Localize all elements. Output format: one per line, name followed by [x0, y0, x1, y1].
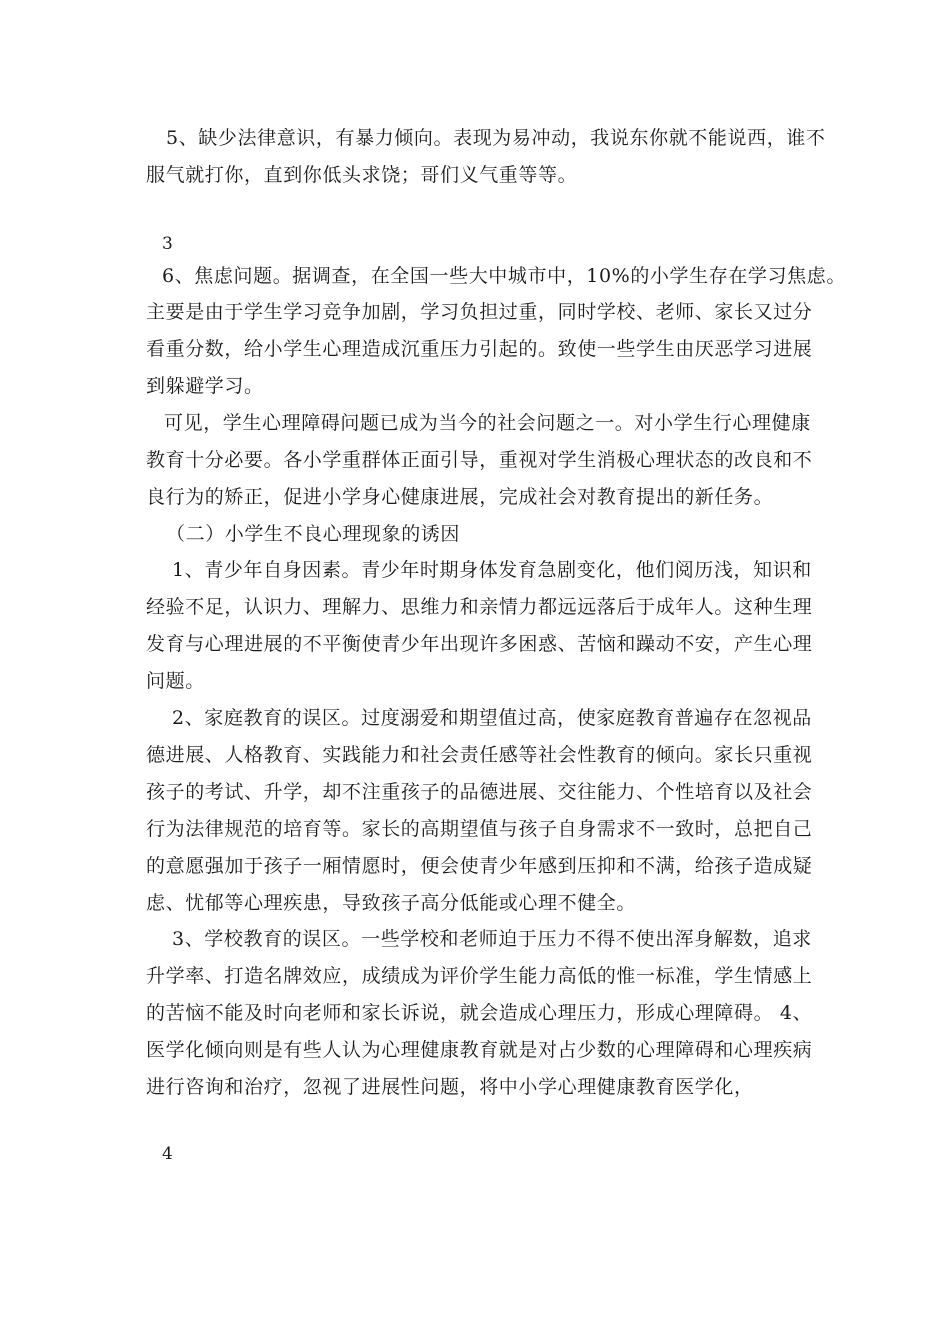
paragraph-line: 3、学校教育的误区。一些学校和老师迫于压力不得不使出浑身解数，追求 — [172, 928, 812, 950]
page-number: 3 — [162, 234, 173, 254]
paragraph-line: 良行为的矫正，促进小学身心健康进展，完成社会对教育提出的新任务。 — [146, 486, 774, 508]
section-heading: （二）小学生不良心理现象的诱因 — [166, 523, 461, 545]
paragraph-line: 1、青少年自身因素。青少年时期身体发育急剧变化，他们阅历浅，知识和 — [172, 559, 812, 581]
paragraph-line: 升学率、打造名牌效应，成绩成为评价学生能力高低的惟一标准，学生情感上 — [146, 965, 813, 987]
paragraph-line: 到躲避学习。 — [146, 375, 264, 397]
paragraph-line: 6、焦虑问题。据调查，在全国一些大中城市中，10%的小学生存在学习焦虑。 — [162, 265, 846, 287]
paragraph-line: 看重分数，给小学生心理造成沉重压力引起的。致使一些学生由厌恶学习进展 — [146, 338, 813, 360]
paragraph-line: 可见，学生心理障碍问题已成为当今的社会问题之一。对小学生行心理健康 — [164, 412, 811, 434]
paragraph-line: 行为法律规范的培育等。家长的高期望值与孩子自身需求不一致时，总把自己 — [146, 818, 813, 840]
page-number: 4 — [162, 1144, 173, 1164]
paragraph-line: 发育与心理进展的不平衡使青少年出现许多困惑、苦恼和躁动不安，产生心理 — [146, 633, 813, 655]
paragraph-line: 服气就打你，直到你低头求饶；哥们义气重等等。 — [146, 164, 578, 186]
paragraph-line: 2、家庭教育的误区。过度溺爱和期望值过高，使家庭教育普遍存在忽视品 — [172, 707, 812, 729]
paragraph-line: 孩子的考试、升学，却不注重孩子的品德进展、交往能力、个性培育以及社会 — [146, 781, 813, 803]
paragraph-line: 问题。 — [146, 670, 205, 692]
paragraph-line: 的意愿强加于孩子一厢情愿时，便会使青少年感到压抑和不满，给孩子造成疑 — [146, 855, 813, 877]
paragraph-line: 教育十分必要。各小学重群体正面引导，重视对学生消极心理状态的改良和不 — [146, 449, 813, 471]
paragraph-line: 主要是由于学生学习竞争加剧，学习负担过重，同时学校、老师、家长又过分 — [146, 301, 813, 323]
paragraph-line: 德进展、人格教育、实践能力和社会责任感等社会性教育的倾向。家长只重视 — [146, 744, 813, 766]
paragraph-line: 虑、忧郁等心理疾患，导致孩子高分低能或心理不健全。 — [146, 892, 637, 914]
paragraph-line: 经验不足，认识力、理解力、思维力和亲情力都远远落后于成年人。这种生理 — [146, 596, 813, 618]
paragraph-line: 进行咨询和治疗，忽视了进展性问题，将中小学心理健康教育医学化， — [146, 1076, 754, 1098]
paragraph-line: 医学化倾向则是有些人认为心理健康教育就是对占少数的心理障碍和心理疾病 — [146, 1039, 813, 1061]
paragraph-line: 的苦恼不能及时向老师和家长诉说，就会造成心理压力，形成心理障碍。 4、 — [146, 1002, 813, 1024]
paragraph-line: 5、缺少法律意识，有暴力倾向。表现为易冲动，我说东你就不能说西，谁不 — [166, 127, 826, 149]
